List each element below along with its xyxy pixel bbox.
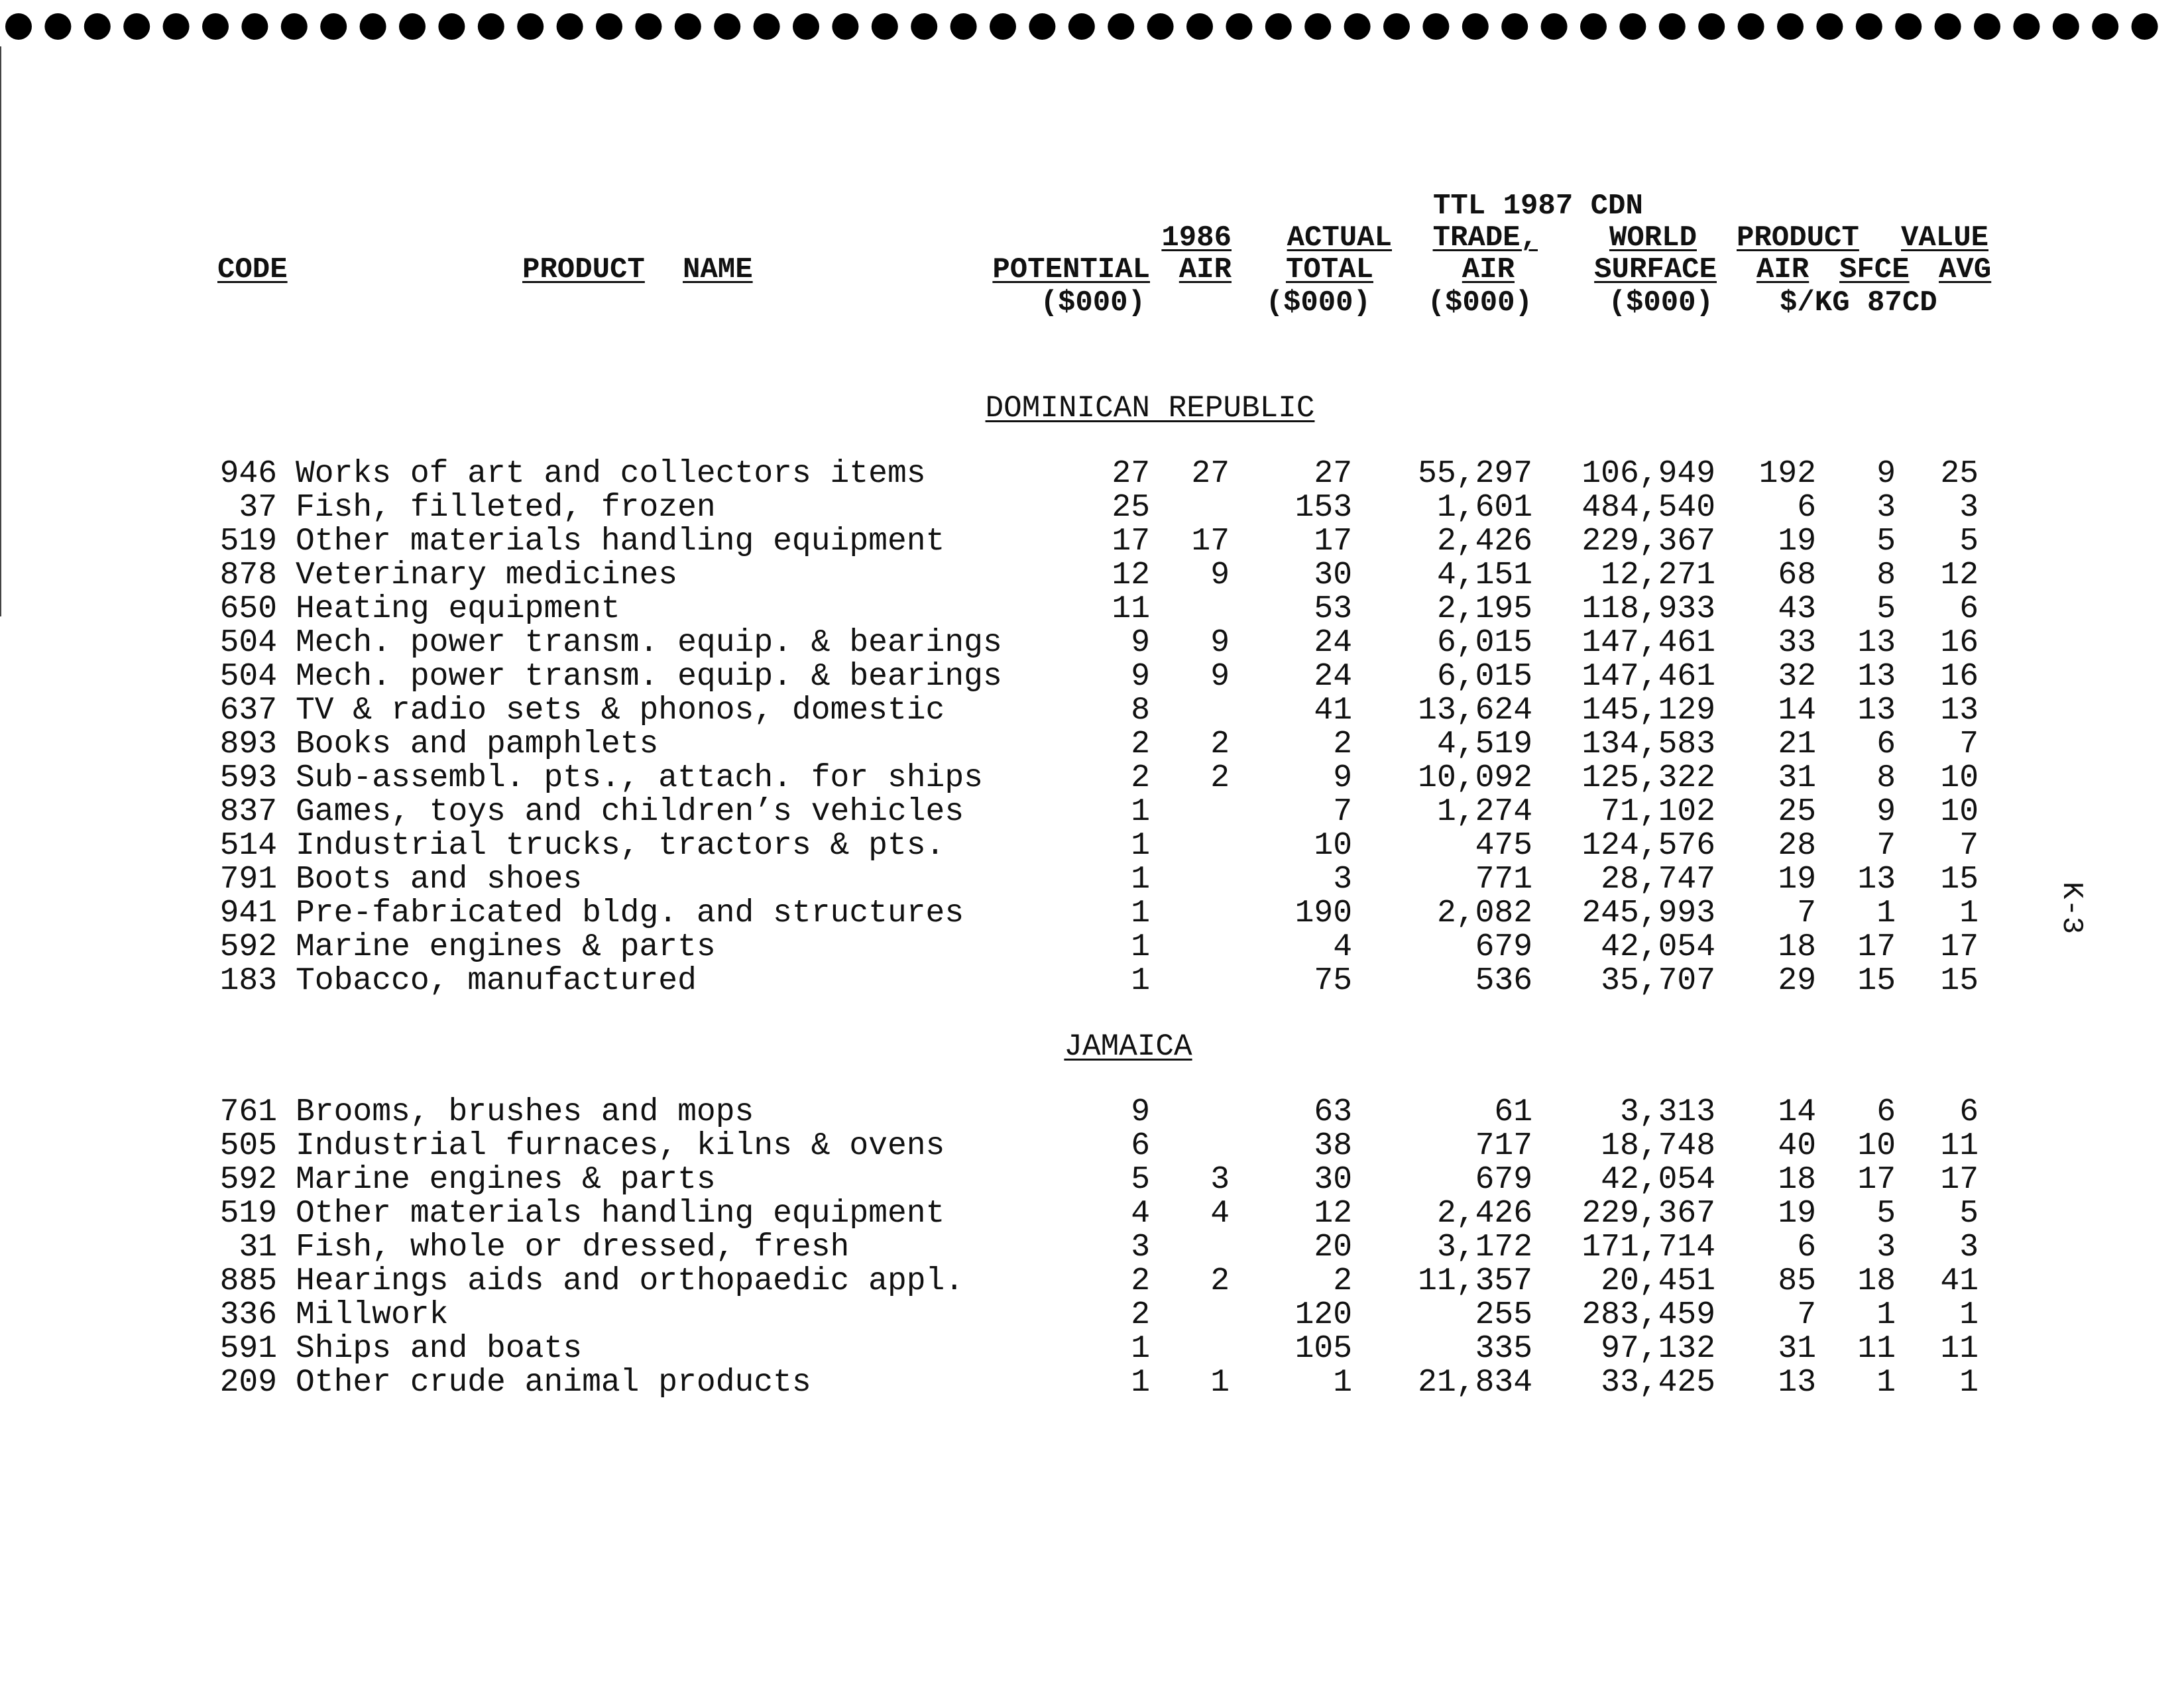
cell-product-name: Books and pamphlets (296, 726, 659, 762)
cell-pv-sfce: 1 (1876, 1365, 1896, 1401)
cell-1986-air: 2 (1210, 760, 1230, 796)
cell-code: 893 (219, 726, 277, 762)
table-row (0, 863, 2184, 897)
cell-code: 209 (219, 1365, 277, 1401)
cell-world-surface: 118,933 (1581, 591, 1715, 627)
cell-potential: 3 (1131, 1230, 1150, 1265)
cell-world-surface: 20,451 (1601, 1263, 1715, 1299)
cell-pv-sfce: 9 (1876, 456, 1896, 492)
cell-pv-avg: 10 (1940, 794, 1979, 830)
table-row (0, 728, 2184, 762)
cell-world-surface: 97,132 (1601, 1331, 1715, 1367)
cell-pv-sfce: 13 (1857, 625, 1896, 661)
header-potential: POTENTIAL (992, 253, 1150, 286)
cell-code: 505 (219, 1128, 277, 1164)
cell-pv-air: 25 (1778, 794, 1816, 830)
header-code: CODE (217, 253, 288, 286)
cell-actual-total: 24 (1314, 659, 1352, 695)
cell-pv-air: 28 (1778, 828, 1816, 864)
cell-pv-air: 7 (1797, 1297, 1816, 1333)
cell-trade-air: 335 (1475, 1331, 1532, 1367)
cell-actual-total: 75 (1314, 963, 1352, 999)
header-1986: 1986 (1161, 221, 1232, 255)
cell-pv-sfce: 18 (1857, 1263, 1896, 1299)
cell-pv-avg: 13 (1940, 693, 1979, 728)
cell-pv-sfce: 13 (1857, 862, 1896, 898)
table-row (0, 1366, 2184, 1400)
header-actual-unit: ($000) (1265, 286, 1371, 319)
cell-pv-air: 40 (1778, 1128, 1816, 1164)
cell-code: 637 (219, 693, 277, 728)
cell-pv-avg: 10 (1940, 760, 1979, 796)
cell-pv-avg: 17 (1940, 929, 1979, 965)
cell-product-name: Industrial trucks, tractors & pts. (296, 828, 945, 864)
cell-world-surface: 18,748 (1601, 1128, 1715, 1164)
cell-potential: 27 (1112, 456, 1150, 492)
cell-product-name: Fish, whole or dressed, fresh (296, 1230, 850, 1265)
table-row (0, 829, 2184, 863)
table-row (0, 964, 2184, 998)
cell-product-name: Pre-fabricated bldg. and structures (296, 896, 964, 931)
cell-actual-total: 2 (1333, 1263, 1352, 1299)
cell-pv-air: 192 (1758, 456, 1816, 492)
header-trade: TRADE, (1432, 221, 1538, 255)
cell-pv-avg: 17 (1940, 1162, 1979, 1198)
cell-product-name: Tobacco, manufactured (296, 963, 697, 999)
cell-1986-air: 2 (1210, 1263, 1230, 1299)
cell-potential: 1 (1131, 963, 1150, 999)
cell-pv-sfce: 13 (1857, 693, 1896, 728)
table-row (0, 593, 2184, 626)
cell-potential: 2 (1131, 760, 1150, 796)
cell-code: 336 (219, 1297, 277, 1333)
cell-1986-air: 17 (1191, 524, 1230, 559)
cell-product-name: TV & radio sets & phonos, domestic (296, 693, 945, 728)
cell-product-name: Heating equipment (296, 591, 620, 627)
cell-pv-air: 14 (1778, 693, 1816, 728)
cell-pv-avg: 5 (1959, 524, 1979, 559)
header-product-value-value: VALUE (1901, 221, 1989, 255)
cell-actual-total: 27 (1314, 456, 1352, 492)
cell-pv-avg: 3 (1959, 1230, 1979, 1265)
cell-pv-avg: 1 (1959, 896, 1979, 931)
cell-pv-sfce: 1 (1876, 1297, 1896, 1333)
cell-trade-air: 55,297 (1418, 456, 1532, 492)
header-name: NAME (683, 253, 753, 286)
cell-potential: 5 (1131, 1162, 1150, 1198)
cell-pv-air: 19 (1778, 1196, 1816, 1232)
header-pv-sfce: SFCE (1839, 253, 1910, 286)
cell-potential: 17 (1112, 524, 1150, 559)
cell-code: 593 (219, 760, 277, 796)
cell-code: 878 (219, 557, 277, 593)
table-row (0, 1130, 2184, 1163)
cell-pv-air: 19 (1778, 862, 1816, 898)
header-pv-air: AIR (1756, 253, 1810, 286)
cell-world-surface: 245,993 (1581, 896, 1715, 931)
cell-world-surface: 145,129 (1581, 693, 1715, 728)
cell-potential: 2 (1131, 1263, 1150, 1299)
cell-trade-air: 255 (1475, 1297, 1532, 1333)
cell-potential: 12 (1112, 557, 1150, 593)
cell-pv-air: 43 (1778, 591, 1816, 627)
cell-code: 37 (239, 490, 277, 526)
cell-actual-total: 20 (1314, 1230, 1352, 1265)
header-ttl-1987-cdn: TTL 1987 CDN (1433, 190, 1643, 223)
cell-world-surface: 134,583 (1581, 726, 1715, 762)
table-row (0, 559, 2184, 593)
cell-code: 504 (219, 659, 277, 695)
cell-trade-air: 1,274 (1436, 794, 1532, 830)
cell-trade-air: 679 (1475, 1162, 1532, 1198)
cell-pv-air: 14 (1778, 1094, 1816, 1130)
cell-world-surface: 283,459 (1581, 1297, 1715, 1333)
cell-potential: 9 (1131, 625, 1150, 661)
cell-pv-air: 68 (1778, 557, 1816, 593)
cell-world-surface: 42,054 (1601, 1162, 1715, 1198)
cell-actual-total: 30 (1314, 557, 1352, 593)
cell-actual-total: 24 (1314, 625, 1352, 661)
cell-world-surface: 171,714 (1581, 1230, 1715, 1265)
cell-pv-air: 21 (1778, 726, 1816, 762)
cell-code: 592 (219, 1162, 277, 1198)
cell-actual-total: 53 (1314, 591, 1352, 627)
cell-1986-air: 2 (1210, 726, 1230, 762)
cell-pv-sfce: 10 (1857, 1128, 1896, 1164)
header-actual: ACTUAL (1287, 221, 1392, 255)
cell-pv-avg: 6 (1959, 1094, 1979, 1130)
cell-code: 519 (219, 1196, 277, 1232)
cell-pv-sfce: 9 (1876, 794, 1896, 830)
cell-trade-air: 2,082 (1436, 896, 1532, 931)
cell-world-surface: 147,461 (1581, 659, 1715, 695)
table-row (0, 525, 2184, 559)
cell-actual-total: 30 (1314, 1162, 1352, 1198)
cell-potential: 2 (1131, 1297, 1150, 1333)
cell-product-name: Games, toys and children’s vehicles (296, 794, 964, 830)
cell-world-surface: 35,707 (1601, 963, 1715, 999)
cell-potential: 4 (1131, 1196, 1150, 1232)
header-surface: SURFACE (1594, 253, 1717, 286)
header-total: TOTAL (1285, 253, 1373, 286)
cell-trade-air: 6,015 (1436, 625, 1532, 661)
cell-actual-total: 17 (1314, 524, 1352, 559)
table-row (0, 795, 2184, 829)
cell-1986-air: 9 (1210, 625, 1230, 661)
cell-product-name: Hearings aids and orthopaedic appl. (296, 1263, 964, 1299)
cell-potential: 2 (1131, 726, 1150, 762)
header-world: WORLD (1609, 221, 1697, 255)
table-header (0, 0, 2184, 345)
cell-pv-avg: 41 (1940, 1263, 1979, 1299)
cell-1986-air: 4 (1210, 1196, 1230, 1232)
cell-code: 591 (219, 1331, 277, 1367)
cell-pv-sfce: 6 (1876, 726, 1896, 762)
table-body-jamaica (0, 1096, 2184, 1400)
cell-pv-avg: 1 (1959, 1365, 1979, 1401)
section-title-dominican-republic: DOMINICAN REPUBLIC (985, 391, 1315, 426)
cell-pv-sfce: 5 (1876, 524, 1896, 559)
cell-pv-sfce: 8 (1876, 760, 1896, 796)
cell-pv-air: 31 (1778, 1331, 1816, 1367)
table-body-dominican-republic (0, 457, 2184, 998)
table-row (0, 694, 2184, 728)
cell-pv-avg: 16 (1940, 659, 1979, 695)
cell-world-surface: 125,322 (1581, 760, 1715, 796)
cell-actual-total: 2 (1333, 726, 1352, 762)
header-1986-air: AIR (1178, 253, 1232, 286)
cell-world-surface: 106,949 (1581, 456, 1715, 492)
cell-actual-total: 38 (1314, 1128, 1352, 1164)
cell-potential: 1 (1131, 828, 1150, 864)
cell-pv-avg: 15 (1940, 963, 1979, 999)
cell-product-name: Mech. power transm. equip. & bearings (296, 625, 1002, 661)
cell-trade-air: 2,426 (1436, 524, 1532, 559)
cell-product-name: Millwork (296, 1297, 449, 1333)
table-row (0, 1299, 2184, 1332)
table-row (0, 762, 2184, 795)
cell-trade-air: 61 (1494, 1094, 1532, 1130)
cell-potential: 25 (1112, 490, 1150, 526)
cell-trade-air: 717 (1475, 1128, 1532, 1164)
cell-pv-air: 6 (1797, 1230, 1816, 1265)
cell-potential: 1 (1131, 1331, 1150, 1367)
cell-code: 514 (219, 828, 277, 864)
cell-trade-air: 10,092 (1418, 760, 1532, 796)
cell-code: 519 (219, 524, 277, 559)
cell-actual-total: 190 (1294, 896, 1352, 931)
cell-potential: 1 (1131, 896, 1150, 931)
table-row (0, 1231, 2184, 1265)
header-product-value-product: PRODUCT (1737, 221, 1859, 255)
cell-actual-total: 153 (1294, 490, 1352, 526)
cell-potential: 6 (1131, 1128, 1150, 1164)
cell-world-surface: 12,271 (1601, 557, 1715, 593)
cell-trade-air: 4,519 (1436, 726, 1532, 762)
cell-pv-air: 32 (1778, 659, 1816, 695)
cell-code: 650 (219, 591, 277, 627)
cell-trade-air: 3,172 (1436, 1230, 1532, 1265)
cell-trade-air: 2,195 (1436, 591, 1532, 627)
table-row (0, 457, 2184, 491)
cell-product-name: Mech. power transm. equip. & bearings (296, 659, 1002, 695)
cell-pv-air: 13 (1778, 1365, 1816, 1401)
cell-pv-sfce: 13 (1857, 659, 1896, 695)
cell-product-name: Fish, filleted, frozen (296, 490, 716, 526)
cell-pv-avg: 12 (1940, 557, 1979, 593)
header-pv-avg: AVG (1939, 253, 1992, 286)
cell-actual-total: 3 (1333, 862, 1352, 898)
cell-trade-air: 2,426 (1436, 1196, 1532, 1232)
cell-world-surface: 229,367 (1581, 1196, 1715, 1232)
cell-trade-air: 475 (1475, 828, 1532, 864)
cell-pv-avg: 6 (1959, 591, 1979, 627)
cell-pv-air: 31 (1778, 760, 1816, 796)
header-trade-unit: ($000) (1427, 286, 1532, 319)
cell-pv-air: 85 (1778, 1263, 1816, 1299)
cell-product-name: Industrial furnaces, kilns & ovens (296, 1128, 945, 1164)
cell-pv-air: 18 (1778, 1162, 1816, 1198)
cell-code: 504 (219, 625, 277, 661)
cell-trade-air: 771 (1475, 862, 1532, 898)
cell-trade-air: 536 (1475, 963, 1532, 999)
cell-code: 885 (219, 1263, 277, 1299)
cell-code: 31 (239, 1230, 277, 1265)
cell-code: 592 (219, 929, 277, 965)
cell-potential: 1 (1131, 794, 1150, 830)
cell-1986-air: 3 (1210, 1162, 1230, 1198)
header-pv-unit: $/KG 87CD (1780, 286, 1937, 319)
cell-code: 941 (219, 896, 277, 931)
table-row (0, 660, 2184, 694)
cell-potential: 9 (1131, 1094, 1150, 1130)
cell-1986-air: 1 (1210, 1365, 1230, 1401)
cell-potential: 9 (1131, 659, 1150, 695)
cell-pv-avg: 7 (1959, 726, 1979, 762)
cell-trade-air: 4,151 (1436, 557, 1532, 593)
table-row (0, 897, 2184, 931)
cell-actual-total: 10 (1314, 828, 1352, 864)
header-trade-air: AIR (1462, 253, 1515, 286)
cell-trade-air: 6,015 (1436, 659, 1532, 695)
cell-potential: 1 (1131, 1365, 1150, 1401)
cell-pv-sfce: 5 (1876, 591, 1896, 627)
cell-code: 791 (219, 862, 277, 898)
cell-trade-air: 21,834 (1418, 1365, 1532, 1401)
cell-1986-air: 9 (1210, 659, 1230, 695)
header-potential-unit: ($000) (1040, 286, 1145, 319)
cell-world-surface: 28,747 (1601, 862, 1715, 898)
cell-world-surface: 124,576 (1581, 828, 1715, 864)
cell-product-name: Marine engines & parts (296, 929, 716, 965)
cell-pv-avg: 16 (1940, 625, 1979, 661)
cell-potential: 11 (1112, 591, 1150, 627)
cell-actual-total: 12 (1314, 1196, 1352, 1232)
cell-pv-sfce: 3 (1876, 490, 1896, 526)
cell-pv-air: 29 (1778, 963, 1816, 999)
cell-actual-total: 1 (1333, 1365, 1352, 1401)
cell-trade-air: 1,601 (1436, 490, 1532, 526)
cell-pv-avg: 3 (1959, 490, 1979, 526)
header-product: PRODUCT (522, 253, 645, 286)
cell-pv-sfce: 6 (1876, 1094, 1896, 1130)
cell-code: 837 (219, 794, 277, 830)
cell-product-name: Ships and boats (296, 1331, 583, 1367)
cell-product-name: Works of art and collectors items (296, 456, 926, 492)
cell-actual-total: 9 (1333, 760, 1352, 796)
cell-pv-sfce: 11 (1857, 1331, 1896, 1367)
cell-code: 946 (219, 456, 277, 492)
cell-pv-avg: 7 (1959, 828, 1979, 864)
cell-product-name: Boots and shoes (296, 862, 583, 898)
cell-product-name: Sub-assembl. pts., attach. for ships (296, 760, 983, 796)
cell-pv-sfce: 15 (1857, 963, 1896, 999)
cell-world-surface: 147,461 (1581, 625, 1715, 661)
cell-pv-sfce: 1 (1876, 896, 1896, 931)
cell-pv-sfce: 3 (1876, 1230, 1896, 1265)
cell-pv-avg: 11 (1940, 1331, 1979, 1367)
cell-trade-air: 13,624 (1418, 693, 1532, 728)
cell-pv-air: 19 (1778, 524, 1816, 559)
cell-trade-air: 11,357 (1418, 1263, 1532, 1299)
cell-pv-air: 33 (1778, 625, 1816, 661)
table-row (0, 1332, 2184, 1366)
cell-actual-total: 4 (1333, 929, 1352, 965)
table-row (0, 1163, 2184, 1197)
cell-product-name: Veterinary medicines (296, 557, 678, 593)
cell-pv-sfce: 5 (1876, 1196, 1896, 1232)
cell-actual-total: 120 (1294, 1297, 1352, 1333)
cell-world-surface: 484,540 (1581, 490, 1715, 526)
cell-world-surface: 42,054 (1601, 929, 1715, 965)
cell-actual-total: 7 (1333, 794, 1352, 830)
cell-world-surface: 71,102 (1601, 794, 1715, 830)
header-world-unit: ($000) (1608, 286, 1713, 319)
cell-world-surface: 229,367 (1581, 524, 1715, 559)
cell-pv-avg: 5 (1959, 1196, 1979, 1232)
cell-pv-air: 6 (1797, 490, 1816, 526)
cell-pv-sfce: 8 (1876, 557, 1896, 593)
cell-product-name: Other materials handling equipment (296, 1196, 945, 1232)
cell-code: 183 (219, 963, 277, 999)
cell-pv-avg: 11 (1940, 1128, 1979, 1164)
cell-product-name: Marine engines & parts (296, 1162, 716, 1198)
cell-1986-air: 9 (1210, 557, 1230, 593)
cell-potential: 8 (1131, 693, 1150, 728)
section-title-jamaica: JAMAICA (1064, 1029, 1192, 1064)
cell-pv-avg: 15 (1940, 862, 1979, 898)
cell-trade-air: 679 (1475, 929, 1532, 965)
cell-actual-total: 105 (1294, 1331, 1352, 1367)
cell-product-name: Other materials handling equipment (296, 524, 945, 559)
cell-pv-air: 7 (1797, 896, 1816, 931)
table-row (0, 1265, 2184, 1299)
cell-potential: 1 (1131, 929, 1150, 965)
cell-potential: 1 (1131, 862, 1150, 898)
cell-world-surface: 3,313 (1619, 1094, 1715, 1130)
cell-actual-total: 63 (1314, 1094, 1352, 1130)
table-row (0, 931, 2184, 964)
cell-1986-air: 27 (1191, 456, 1230, 492)
cell-pv-avg: 25 (1940, 456, 1979, 492)
table-row (0, 1197, 2184, 1231)
cell-actual-total: 41 (1314, 693, 1352, 728)
cell-code: 761 (219, 1094, 277, 1130)
cell-product-name: Other crude animal products (296, 1365, 811, 1401)
table-row (0, 1096, 2184, 1130)
cell-pv-avg: 1 (1959, 1297, 1979, 1333)
cell-pv-sfce: 7 (1876, 828, 1896, 864)
cell-pv-sfce: 17 (1857, 1162, 1896, 1198)
page-side-label: K-3 (2055, 882, 2088, 935)
cell-pv-sfce: 17 (1857, 929, 1896, 965)
table-row (0, 491, 2184, 525)
table-row (0, 626, 2184, 660)
cell-product-name: Brooms, brushes and mops (296, 1094, 754, 1130)
cell-pv-air: 18 (1778, 929, 1816, 965)
cell-world-surface: 33,425 (1601, 1365, 1715, 1401)
